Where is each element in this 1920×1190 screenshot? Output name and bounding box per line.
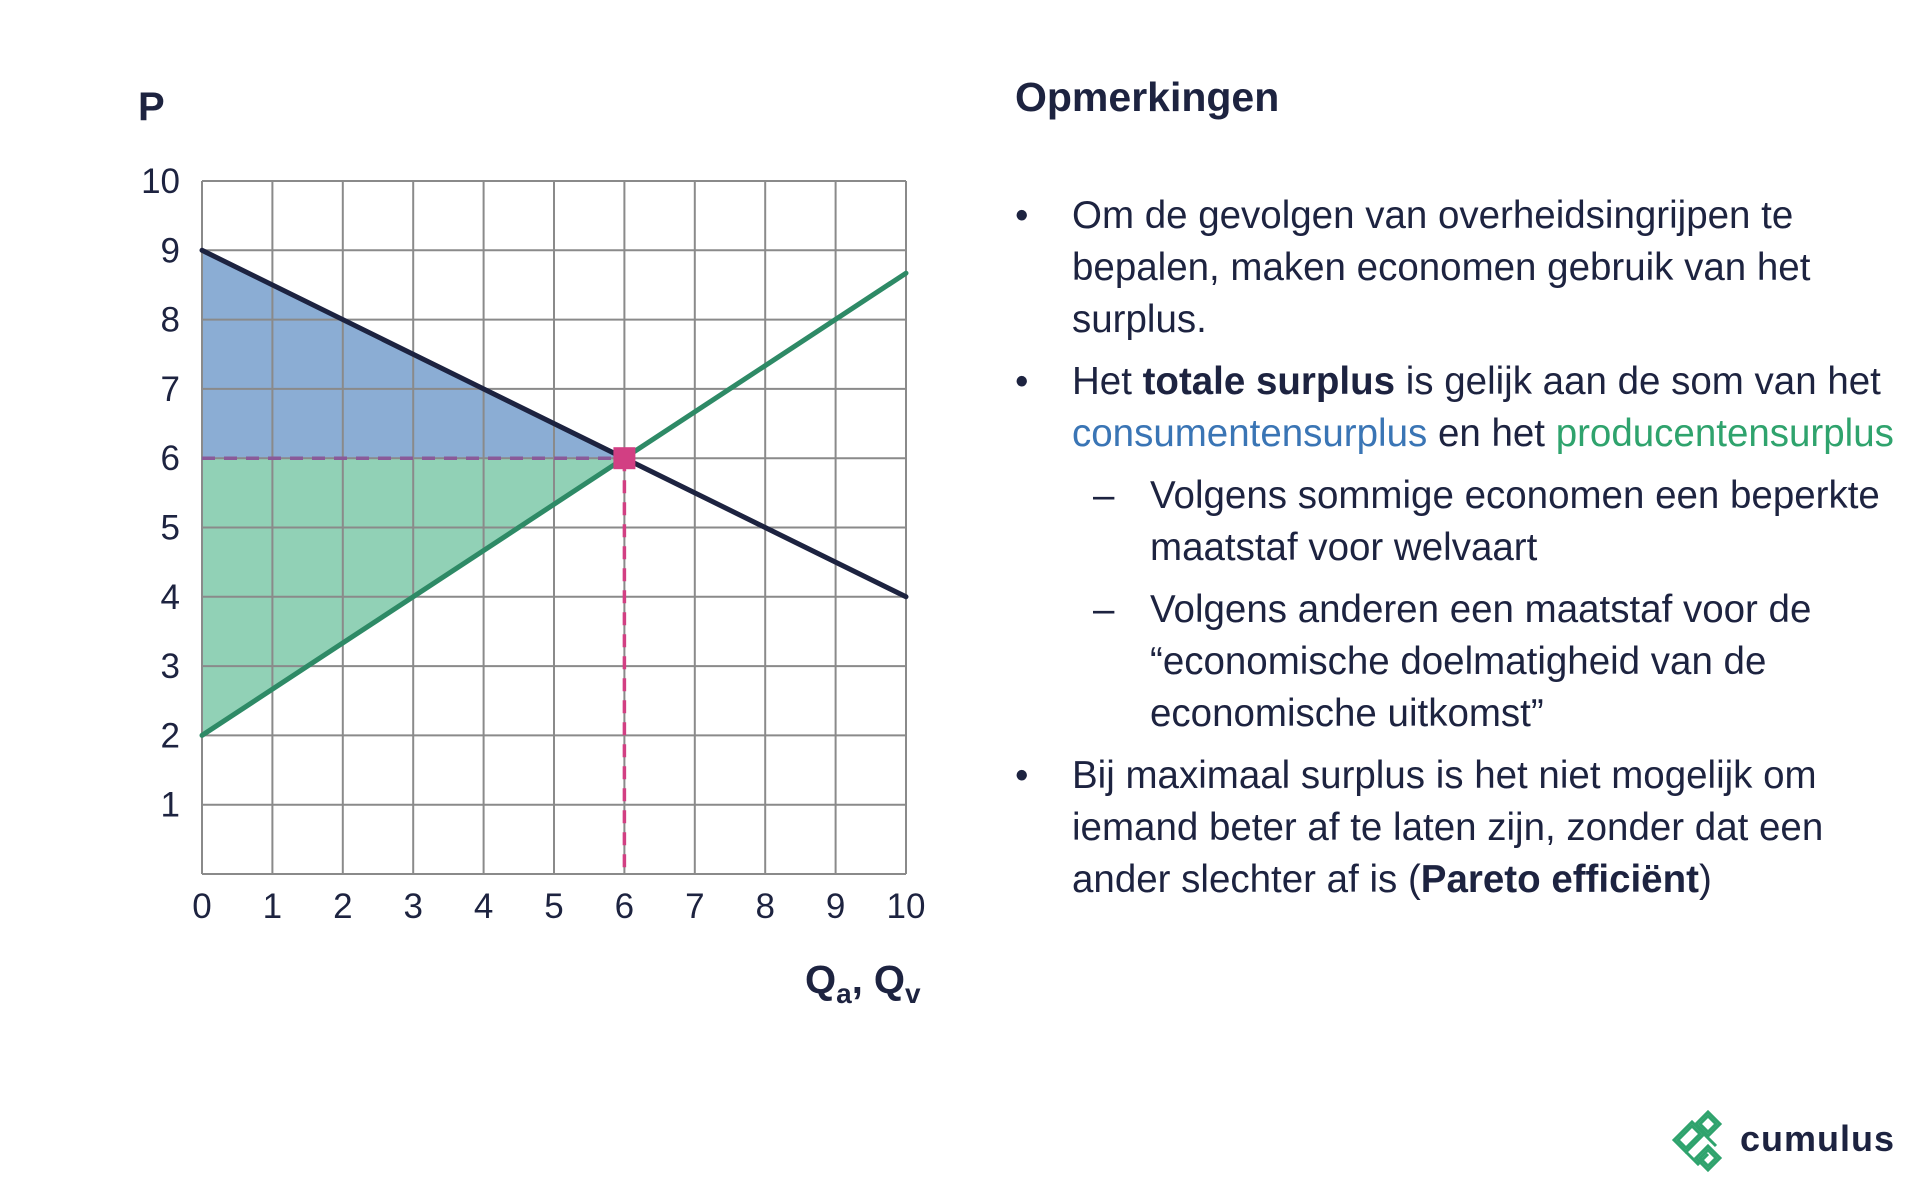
y-tick-label: 5: [160, 508, 180, 548]
dash-marker: –: [1093, 474, 1115, 517]
notes-panel: [1015, 72, 1895, 916]
chart-area: [0, 0, 1000, 1050]
x-tick-label: 1: [262, 887, 283, 926]
y-tick-label: 7: [160, 369, 180, 409]
surplus-chart: [0, 0, 1000, 1050]
x-tick-label: 4: [473, 887, 494, 926]
x-tick-label: 0: [192, 887, 212, 926]
bullet-marker: •: [1015, 360, 1029, 403]
notes-title: Opmerkingen: [1015, 74, 1280, 120]
bullet-marker: •: [1015, 194, 1029, 237]
producer-surplus-term: producentensurplus: [1555, 412, 1894, 455]
logo-mark-icon: [1668, 1100, 1734, 1180]
y-tick-label: 2: [160, 716, 180, 756]
y-tick-label: 8: [160, 300, 180, 340]
consumer-surplus-term: consumentensurplus: [1072, 412, 1428, 455]
bullet-text: ): [1698, 858, 1712, 901]
logo-text: cumulus: [1740, 1118, 1896, 1159]
equilibrium-point: [613, 447, 635, 469]
bullet-text: Om de gevolgen van overheidsingrijpen te bepalen, maken economen gebruik van het surplus.: [1072, 194, 1811, 341]
x-tick-label: 7: [685, 887, 705, 926]
x-axis-title: $Q_a$, $Q_v$: [805, 958, 921, 1009]
bullet-item: [1015, 190, 1895, 346]
bullet-text: Het: [1072, 360, 1143, 403]
sub-bullet-item: [1015, 470, 1895, 574]
bullet-text: is gelijk aan de som van het: [1395, 360, 1881, 403]
y-tick-label: 9: [160, 231, 180, 271]
dash-marker: –: [1093, 588, 1115, 631]
sub-bullet-item: [1015, 584, 1895, 740]
bullet-text: Bij maximaal surplus is het niet mogelijk om iemand beter af te laten zijn, zonder dat een ander slechter af is (: [1072, 754, 1824, 901]
y-tick-label: 10: [141, 162, 180, 201]
bullet-text-bold: totale surplus: [1142, 360, 1396, 403]
bullet-text-bold: Pareto efficiënt: [1420, 858, 1699, 901]
bullet-marker: •: [1015, 754, 1029, 797]
x-tick-label: 3: [403, 887, 423, 926]
x-tick-label: 9: [825, 887, 846, 926]
x-tick-label: 2: [333, 887, 353, 926]
x-tick-label: 6: [614, 887, 635, 926]
y-tick-label: 4: [160, 577, 180, 617]
x-tick-label: 5: [544, 887, 564, 926]
sub-bullet-text: Volgens anderen een maatstaf voor de “economische doelmatigheid van de economische uitkomst”: [1150, 588, 1812, 735]
y-tick-label: 1: [160, 785, 180, 825]
sub-bullet-text: Volgens sommige economen een beperkte maatstaf voor welvaart: [1150, 474, 1880, 569]
x-tick-label: 10: [886, 887, 926, 926]
bullet-item: [1015, 750, 1895, 906]
cumulus-logo: [1668, 1100, 1898, 1180]
bullet-item: [1015, 356, 1895, 460]
x-tick-label: 8: [755, 887, 775, 926]
bullet-text: en het: [1427, 412, 1556, 455]
y-tick-label: 6: [160, 439, 180, 479]
y-axis-title: P: [138, 85, 165, 129]
y-tick-label: 3: [160, 647, 180, 687]
